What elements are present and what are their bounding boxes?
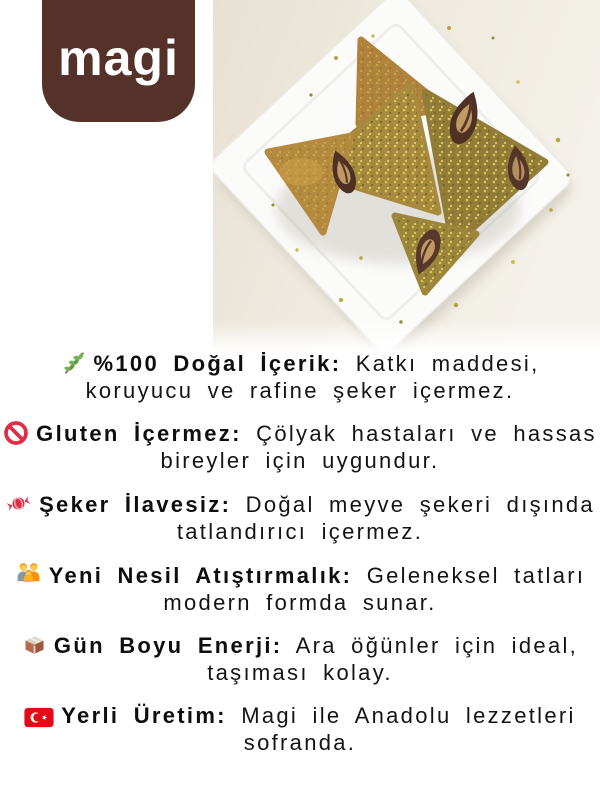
feature-title: Gün Boyu Enerji: [53,633,283,658]
feature-description: Ara öğünler için ideal, taşıması kolay. [207,633,579,685]
product-photo-illustration [213,0,600,352]
brand-logo-text: magi [58,30,179,86]
feature-description: Geleneksel tatları modern formda sunar. [163,563,586,615]
product-photo [213,0,600,352]
prohibited-icon [3,420,29,446]
feature-title: %100 Doğal İçerik: [93,351,342,376]
feature-description: Magi ile Anadolu lezzetleri sofranda. [241,703,576,755]
feature-row [0,490,600,545]
candy-icon [5,490,32,517]
feature-title: Şeker İlavesiz: [39,492,232,517]
feature-row [0,561,600,616]
brand-logo [42,0,195,122]
feature-list [0,350,600,772]
feature-description: Katkı maddesi, koruyucu ve rafine şeker içermez. [85,351,540,403]
feature-title: Yeni Nesil Atıştırmalık: [48,563,353,588]
feature-title: Yerli Üretim: [61,703,227,728]
feature-description: Çölyak hastaları ve hassas bireyler için uygundur. [160,421,597,473]
feature-title: Gluten İçermez: [36,421,242,446]
package-icon [22,633,47,658]
feature-row [20,702,580,756]
herb-icon [61,350,87,376]
feature-row [20,632,580,686]
feature-row [0,350,600,404]
turkey-flag-icon [24,707,54,728]
family-icon [15,561,42,588]
feature-row [0,420,600,474]
feature-description: Doğal meyve şekeri dışında tatlandırıcı içermez. [176,492,595,544]
